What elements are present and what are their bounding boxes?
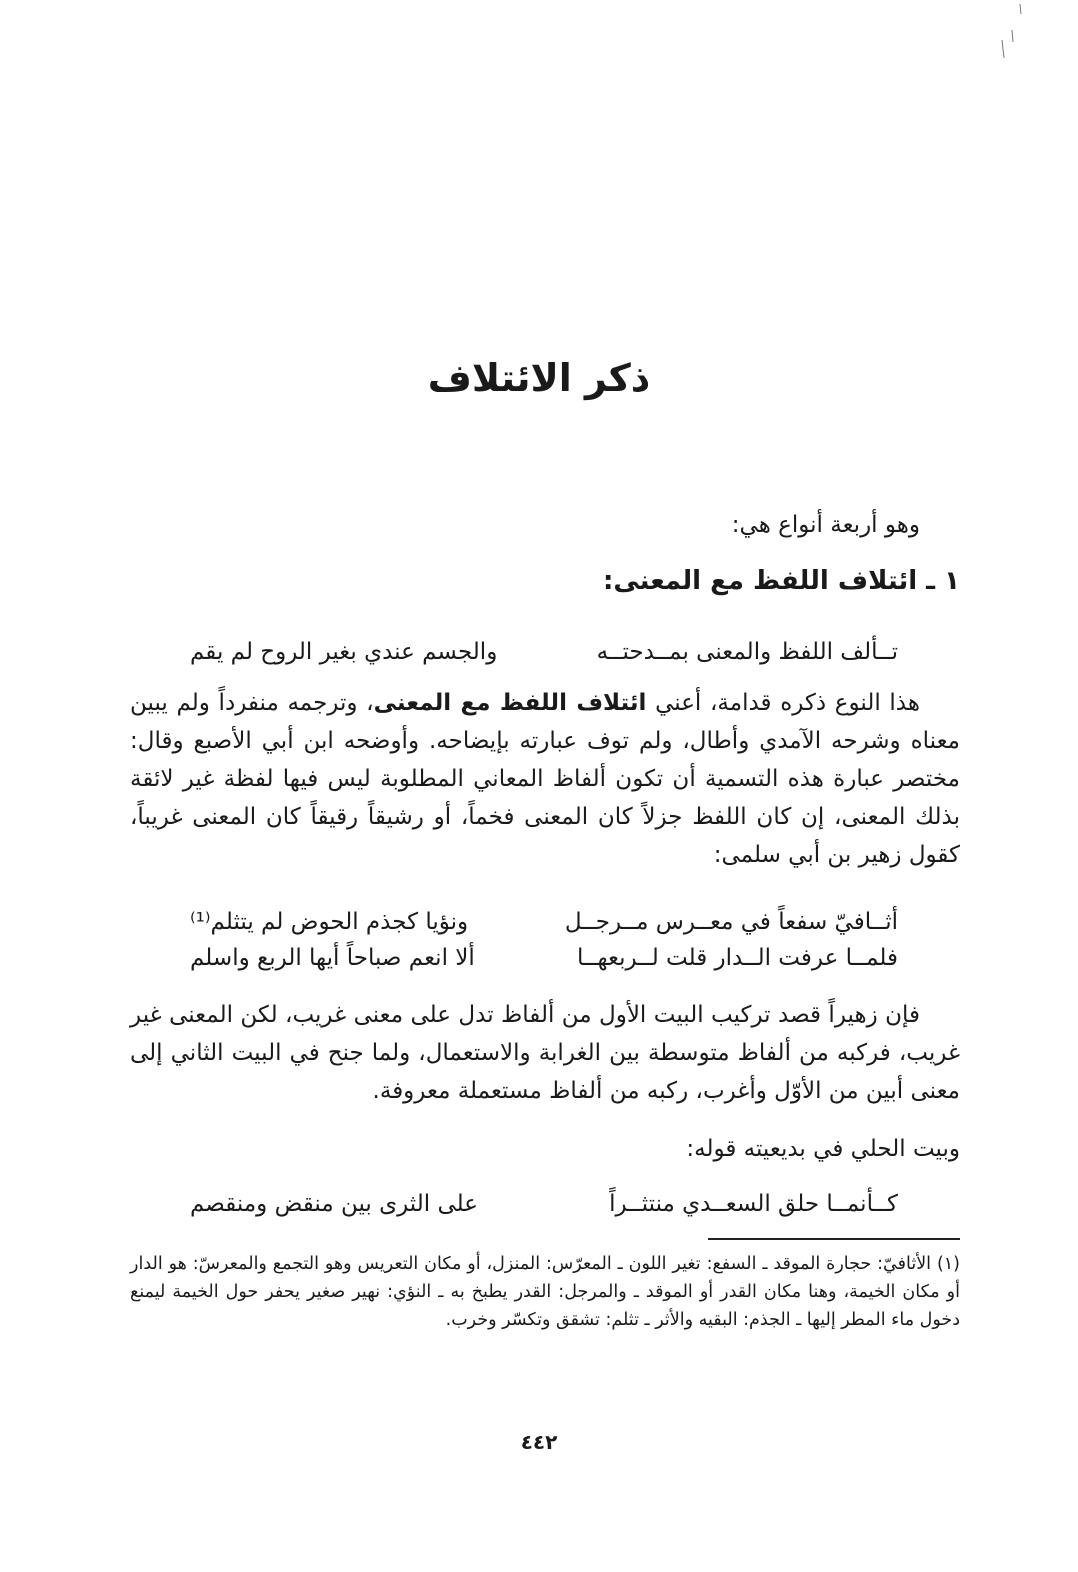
- footnote: [130, 1250, 960, 1334]
- paragraph-3: [130, 1130, 960, 1168]
- verse-second-hemistich: ألا انعم صباحاً أيها الربع واسلم: [190, 945, 475, 971]
- chapter-title: ذكر الائتلاف: [427, 356, 651, 400]
- footnote-separator: [708, 1238, 960, 1240]
- verse-first-hemistich: كــأنمــا حلق السعــدي منتثــراً: [609, 1191, 898, 1217]
- paragraph-1-bold-term: ائتلاف اللفظ مع المعنى: [373, 690, 647, 716]
- verse-line-1: [190, 632, 898, 672]
- verse-first-hemistich: أثــافيّ سفعاً في معــرس مــرجــل: [564, 909, 898, 935]
- paragraph-1-text: [130, 684, 960, 874]
- verse-first-hemistich: فلمــا عرفت الــدار قلت لــربعهــا: [576, 945, 898, 971]
- paragraph-2-text: فإن زهيراً قصد تركيب البيت الأول من ألفاظ تدل على معنى غريب، لكن المعنى غير غريب، فركبه من ألفاظ متوسطة بين الغرابة والاستعمال، ولما جنح في البيت الثاني إلى معنى أبين من الأوّل وأغرب، ركبه من ألفاظ مستعملة معروفة.: [130, 1002, 960, 1104]
- verse-hilli: [190, 1184, 898, 1224]
- paragraph-1-part1: هذا النوع ذكره قدامة، أعني: [646, 690, 921, 716]
- footnote-text: (١) الأثافيّ: حجارة الموقد ـ السفع: تغير اللون ـ المعرّس: المنزل، أو مكان التعريس وهو التجمع والمعرسّ: هو الدار أو مكان الخيمة، وهنا مكان القدر أو الموقد ـ والمرجل: القدر يطبخ به ـ النؤي: نهير صغير يحفر حول الخيمة ليمنع دخول ماء المطر إليها ـ الجذم: البقيه والأثر ـ تثلم: تشقق وتكسّر وخرب.: [130, 1254, 960, 1330]
- intro-line: [130, 506, 960, 544]
- verse-second-hemistich: والجسم عندي بغير الروح لم يقم: [190, 639, 498, 665]
- margin-scribble: [998, 0, 1028, 70]
- paragraph-3-text: وبيت الحلي في بديعيته قوله:: [686, 1136, 960, 1162]
- paragraph-1: [130, 684, 960, 874]
- verse-second-hemistich: على الثرى بين منقض ومنقصم: [190, 1191, 478, 1217]
- section-heading-block: [130, 562, 960, 600]
- verse-first-hemistich: تــألف اللفظ والمعنى بمــدحتــه: [596, 639, 898, 665]
- intro-text: وهو أربعة أنواع هي:: [731, 512, 920, 538]
- verse-zuhair-2: [190, 938, 898, 978]
- page-number: ٤٤٢: [520, 1430, 558, 1454]
- paragraph-2: [130, 996, 960, 1110]
- section-heading: ١ ـ ائتلاف اللفظ مع المعنى:: [602, 566, 960, 596]
- verse-second-hemistich: ونؤيا كجذم الحوض لم يتثلم⁽¹⁾: [190, 909, 469, 935]
- verse-zuhair-1: [190, 902, 898, 942]
- paragraph-1-part2: ، وترجمه منفرداً ولم يبين معناه وشرحه الآمدي وأطال، ولم توف عبارته بإيضاحه. وأوضحه ابن أبي الأصبع وقال: مختصر عبارة هذه التسمية أن تكون ألفاظ المعاني المطلوبة ليس فيها لفظة غير لائقة بذلك المعنى، إن كان اللفظ جزلاً كان المعنى فخماً، أو رشيقاً رقيقاً كان المعنى غريباً، كقول زهير بن أبي سلمى:: [130, 690, 960, 868]
